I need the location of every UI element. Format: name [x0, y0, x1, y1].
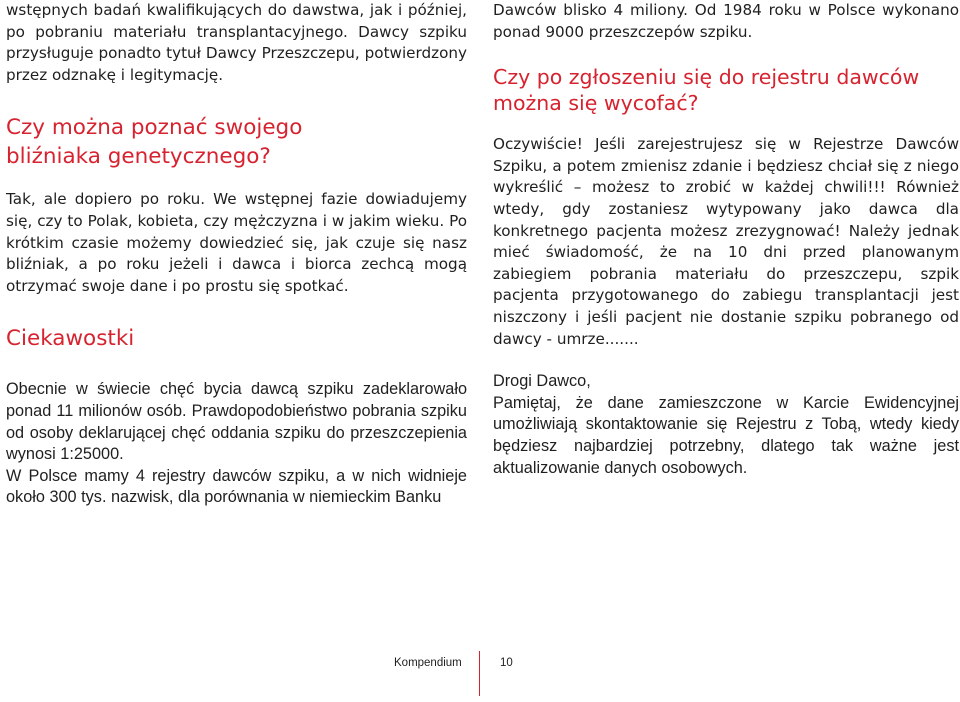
trivia-paragraph-2: W Polsce mamy 4 rejestry dawców szpiku, a w nich widnieje około 300 tys. nazwisk, dla porównania w niemieckim Banku: [6, 466, 467, 507]
intro-paragraph: wstępnych badań kwalifikujących do dawstwa, jak i później, po pobraniu materiału transplantacyjnego. Dawcy szpiku przysługuje ponadto tytuł Dawcy Przeszczepu, potwierdzony przez odznakę i legitymację.: [6, 1, 467, 84]
footer-divider: [479, 651, 480, 696]
heading-withdraw: Czy po zgłoszeniu się do rejestru dawców można się wycofać?: [493, 65, 920, 115]
continued-paragraph: Dawców blisko 4 miliony. Od 1984 roku w Polsce wykonano ponad 9000 przeszczepów szpiku.: [493, 1, 959, 41]
salutation: Drogi Dawco,: [493, 372, 591, 391]
right-column: [493, 0, 959, 479]
withdraw-paragraph: Oczywiście! Jeśli zarejestrujesz się w Rejestrze Dawców Szpiku, a potem zmienisz zdanie i będziesz chciał się z niego wykreślić – możesz to zrobić w każdej chwili!!! Również wtedy, gdy zostaniesz wytypowany jako dawca dla konkretnego pacjenta możesz zrezygnować! Należy jednak mieć świadomość, że na 10 dni przed planowanym zabiegiem pobrania materiału do przeszczepu, szpik pacjenta przygotowanego do zabiegu transplantacji jest niszczony i jeśli pacjent nie dostanie szpiku pobranego od dawcy - umrze.......: [493, 135, 959, 348]
closing-paragraph: Pamiętaj, że dane zamieszczone w Karcie Ewidencyjnej umożliwiają skontaktowanie się Rejestru z Tobą, wtedy kiedy będziesz najbardziej potrzebny, dlatego tak ważne jest aktualizowanie danych osobowych.: [493, 393, 959, 477]
trivia-paragraph-1: Obecnie w świecie chęć bycia dawcą szpiku zadeklarowało ponad 11 milionów osób. Prawdopodobieństwo pobrania szpiku od osoby deklarującej chęć oddania szpiku do przeszczepienia wynosi 1:25000.: [6, 380, 467, 464]
footer-label: Kompendium: [394, 657, 462, 669]
twin-paragraph: Tak, ale dopiero po roku. We wstępnej fazie dowiadujemy się, czy to Polak, kobieta, czy mężczyzna i w jakim wieku. Po krótkim czasie możemy dowiedzieć się, jak czuje się nasz bliźniak, a po roku jeżeli i dawca i biorca zechcą mogą otrzymać swoje dane i po prostu się spotkać.: [6, 190, 467, 295]
page-number: 10: [500, 657, 513, 669]
heading-genetic-twin: Czy można poznać swojego bliźniaka genetycznego?: [6, 115, 303, 170]
left-column: [6, 0, 467, 509]
heading-trivia: Ciekawostki: [6, 326, 135, 352]
